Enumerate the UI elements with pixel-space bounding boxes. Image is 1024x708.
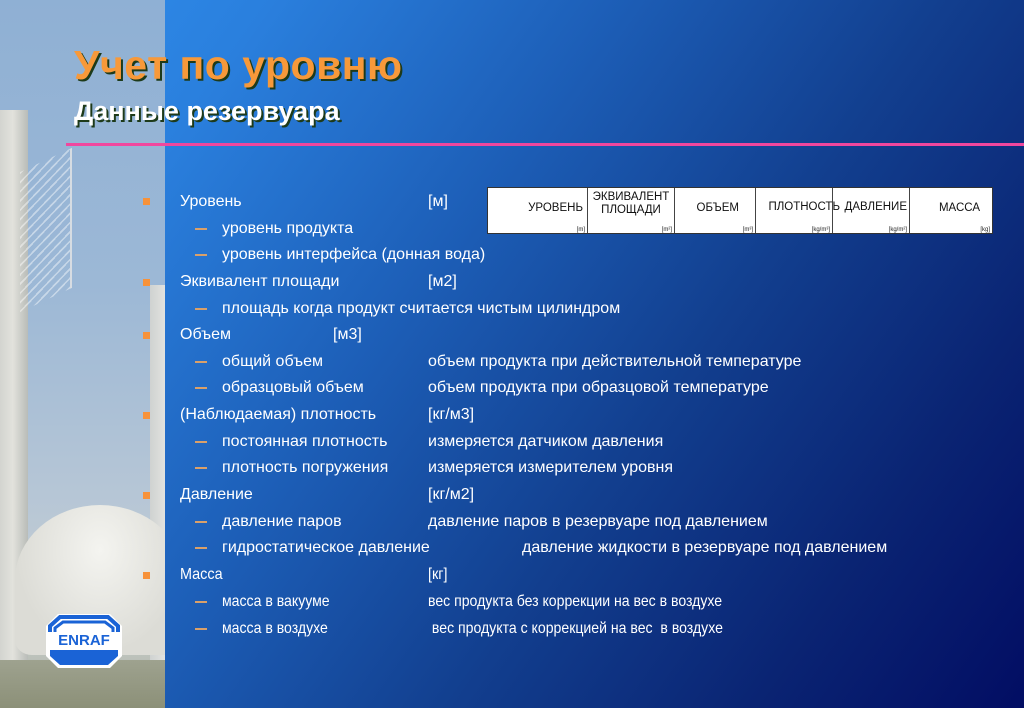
dash-icon — [195, 361, 207, 363]
list-subitem: масса в воздухе — [222, 620, 328, 637]
list-item-mass: Масса — [180, 566, 223, 583]
dash-icon — [195, 308, 207, 310]
list-item-unit: [кг] — [428, 566, 448, 583]
dash-icon — [195, 601, 207, 603]
list-subitem-description: измеряется измерителем уровня — [428, 459, 673, 476]
dash-icon — [195, 521, 207, 523]
page-title: Учет по уровню — [74, 42, 403, 88]
list-subitem: уровень продукта — [222, 220, 354, 237]
dash-icon — [195, 467, 207, 469]
bullet-icon — [143, 332, 150, 339]
list-item-unit: [м3] — [333, 326, 362, 343]
svg-text:ENRAF: ENRAF — [58, 632, 110, 649]
list-item-unit: [м] — [428, 193, 448, 210]
list-subitem-description: давление жидкости в резервуаре под давлением — [522, 539, 888, 556]
list-subitem: образцовый объем — [222, 379, 364, 396]
bullet-icon — [143, 412, 150, 419]
table-column-volume: ОБЪЕМ [m³] — [675, 188, 756, 233]
enraf-logo-icon — [44, 612, 124, 670]
list-subitem: давление паров — [222, 513, 342, 530]
list-subitem: гидростатическое давление — [222, 539, 430, 556]
list-item-unit: [кг/м2] — [428, 486, 475, 503]
list-subitem-description: измеряется датчиком давления — [428, 433, 664, 450]
list-item-area-equivalent: Эквивалент площади — [180, 273, 340, 290]
page-subtitle: Данные резервуара — [74, 96, 340, 126]
list-item-unit: [кг/м3] — [428, 406, 475, 423]
tank-staircase-image — [20, 148, 72, 312]
dash-icon — [195, 387, 207, 389]
bullet-icon — [143, 492, 150, 499]
table-column-level: УРОВЕНЬ [m] — [488, 188, 588, 233]
list-item-unit: [м2] — [428, 273, 457, 290]
table-column-density: ПЛОТНОСТЬ [kg/m³] — [756, 188, 833, 233]
list-subitem: постоянная плотность — [222, 433, 388, 450]
list-item-pressure: Давление — [180, 486, 253, 503]
dash-icon — [195, 628, 207, 630]
table-column-pressure: ДАВЛЕНИЕ [kg/m²] — [833, 188, 910, 233]
list-item-volume: Объем — [180, 326, 231, 343]
list-subitem-description: вес продукта с коррекцией на вес в воздухе — [428, 620, 723, 637]
list-subitem: уровень интерфейса (донная вода) — [222, 246, 486, 263]
list-subitem: общий объем — [222, 353, 323, 370]
list-item-level: Уровень — [180, 193, 242, 210]
list-subitem-description: вес продукта без коррекции на вес в воздухе — [428, 593, 723, 610]
list-subitem: площадь когда продукт считается чистым цилиндром — [222, 300, 621, 317]
dash-icon — [195, 547, 207, 549]
dash-icon — [195, 254, 207, 256]
list-subitem: плотность погружения — [222, 459, 389, 476]
list-subitem-description: давление паров в резервуаре под давлением — [428, 513, 768, 530]
bullet-icon — [143, 572, 150, 579]
title-underline — [66, 143, 1024, 146]
list-subitem-description: объем продукта при действительной температуре — [428, 353, 802, 370]
list-subitem: масса в вакууме — [222, 593, 330, 610]
list-item-density: (Наблюдаемая) плотность — [180, 406, 377, 423]
bullet-icon — [143, 279, 150, 286]
dash-icon — [195, 441, 207, 443]
units-table — [487, 187, 993, 234]
list-subitem-description: объем продукта при образцовой температуре — [428, 379, 769, 396]
table-column-area-equivalent: ЭКВИВАЛЕНТ ПЛОЩАДИ [m²] — [588, 188, 675, 233]
dash-icon — [195, 228, 207, 230]
bullet-icon — [143, 198, 150, 205]
table-column-mass: МАССА [kg] — [938, 202, 990, 233]
